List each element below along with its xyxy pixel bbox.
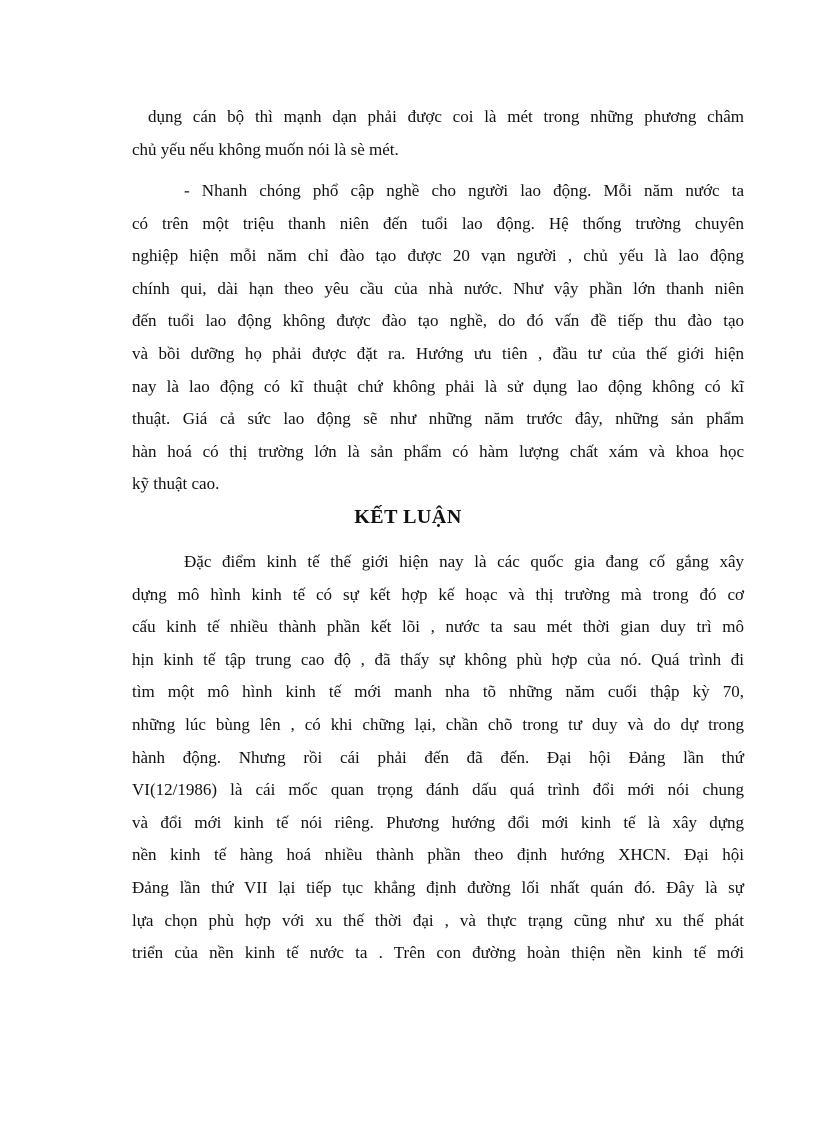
paragraph-2 [132, 175, 744, 501]
section-heading: KẾT LUẬN [354, 506, 462, 528]
text-line: có trên một triệu thanh niên đến tuổi lao động. Hệ thống trường chuyên [132, 213, 744, 233]
text-line: chủ yếu nếu không muốn nói là sè mét. [132, 139, 399, 159]
text-line: VI(12/1986) là cái mốc quan trọng đánh dấu quá trình đổi mới nói chung [132, 780, 744, 800]
paragraph-3 [132, 546, 744, 970]
text-line: nền kinh tế hàng hoá nhiều thành phần theo định hướng XHCN. Đại hội [132, 845, 744, 865]
text-line: lựa chọn phù hợp với xu thế thời đại , và thực trạng cũng như xu thế phát [132, 910, 744, 930]
paragraph-1 [132, 101, 744, 166]
text-line: thuật. Giá cả sức lao động sẽ như những năm trước đây, những sản phẩm [132, 409, 744, 429]
text-line: - Nhanh chóng phổ cập nghề cho người lao động. Mỗi năm nước ta [184, 181, 744, 200]
text-line: Đảng lần thứ VII lại tiếp tục khẳng định đường lối nhất quán đó. Đây là sự [132, 877, 744, 897]
text-line: chính qui, dài hạn theo yêu cầu của nhà nước. Như vậy phần lớn thanh niên [132, 278, 744, 298]
text-line: cấu kinh tế nhiều thành phần kết lõi , nước ta sau mét thời gian duy trì mô [132, 617, 744, 637]
text-line: và đổi mới kinh tế nói riêng. Phương hướng đổi mới kinh tế là xây dựng [132, 812, 744, 832]
text-line: nghiệp hiện mỗi năm chỉ đào tạo được 20 vạn người , chủ yếu là lao động [132, 246, 744, 266]
text-line: kỹ thuật cao. [132, 474, 220, 494]
text-line: Đặc điểm kinh tế thế giới hiện nay là các quốc gia đang cố gắng xây [184, 552, 744, 571]
text-line: và bồi dưỡng họ phải được đặt ra. Hướng ưu tiên , đầu tư của thế giới hiện [132, 343, 744, 363]
text-line: tìm một mô hình kinh tế mới manh nha tõ những năm cuối thập kỳ 70, [132, 682, 744, 702]
text-line: dựng mô hình kinh tế có sự kết hợp kế hoạc và thị trường mà trong đó cơ [132, 584, 744, 604]
text-line: dụng cán bộ thì mạnh dạn phải được coi là mét trong những phương châm [148, 107, 744, 126]
text-line: triển của nền kinh tế nước ta . Trên con đường hoàn thiện nền kinh tế mới [132, 943, 744, 963]
text-line: hịn kinh tế tập trung cao độ , đã thấy sự không phù hợp của nó. Quá trình đi [132, 649, 744, 669]
text-line: đến tuổi lao động không được đào tạo nghề, do đó vấn đề tiếp thu đào tạo [132, 311, 744, 331]
text-line: hàn hoá có thị trường lớn là sản phẩm có hàm lượng chất xám và khoa học [132, 441, 744, 461]
text-line: nay là lao động có kĩ thuật chứ không phải là sử dụng lao động không có kĩ [132, 376, 744, 396]
text-line: những lúc bùng lên , có khi chững lại, chần chõ trong tư duy và do dự trong [132, 714, 744, 734]
text-line: hành động. Nhưng rồi cái phải đến đã đến. Đại hội Đảng lần thứ [132, 747, 744, 767]
